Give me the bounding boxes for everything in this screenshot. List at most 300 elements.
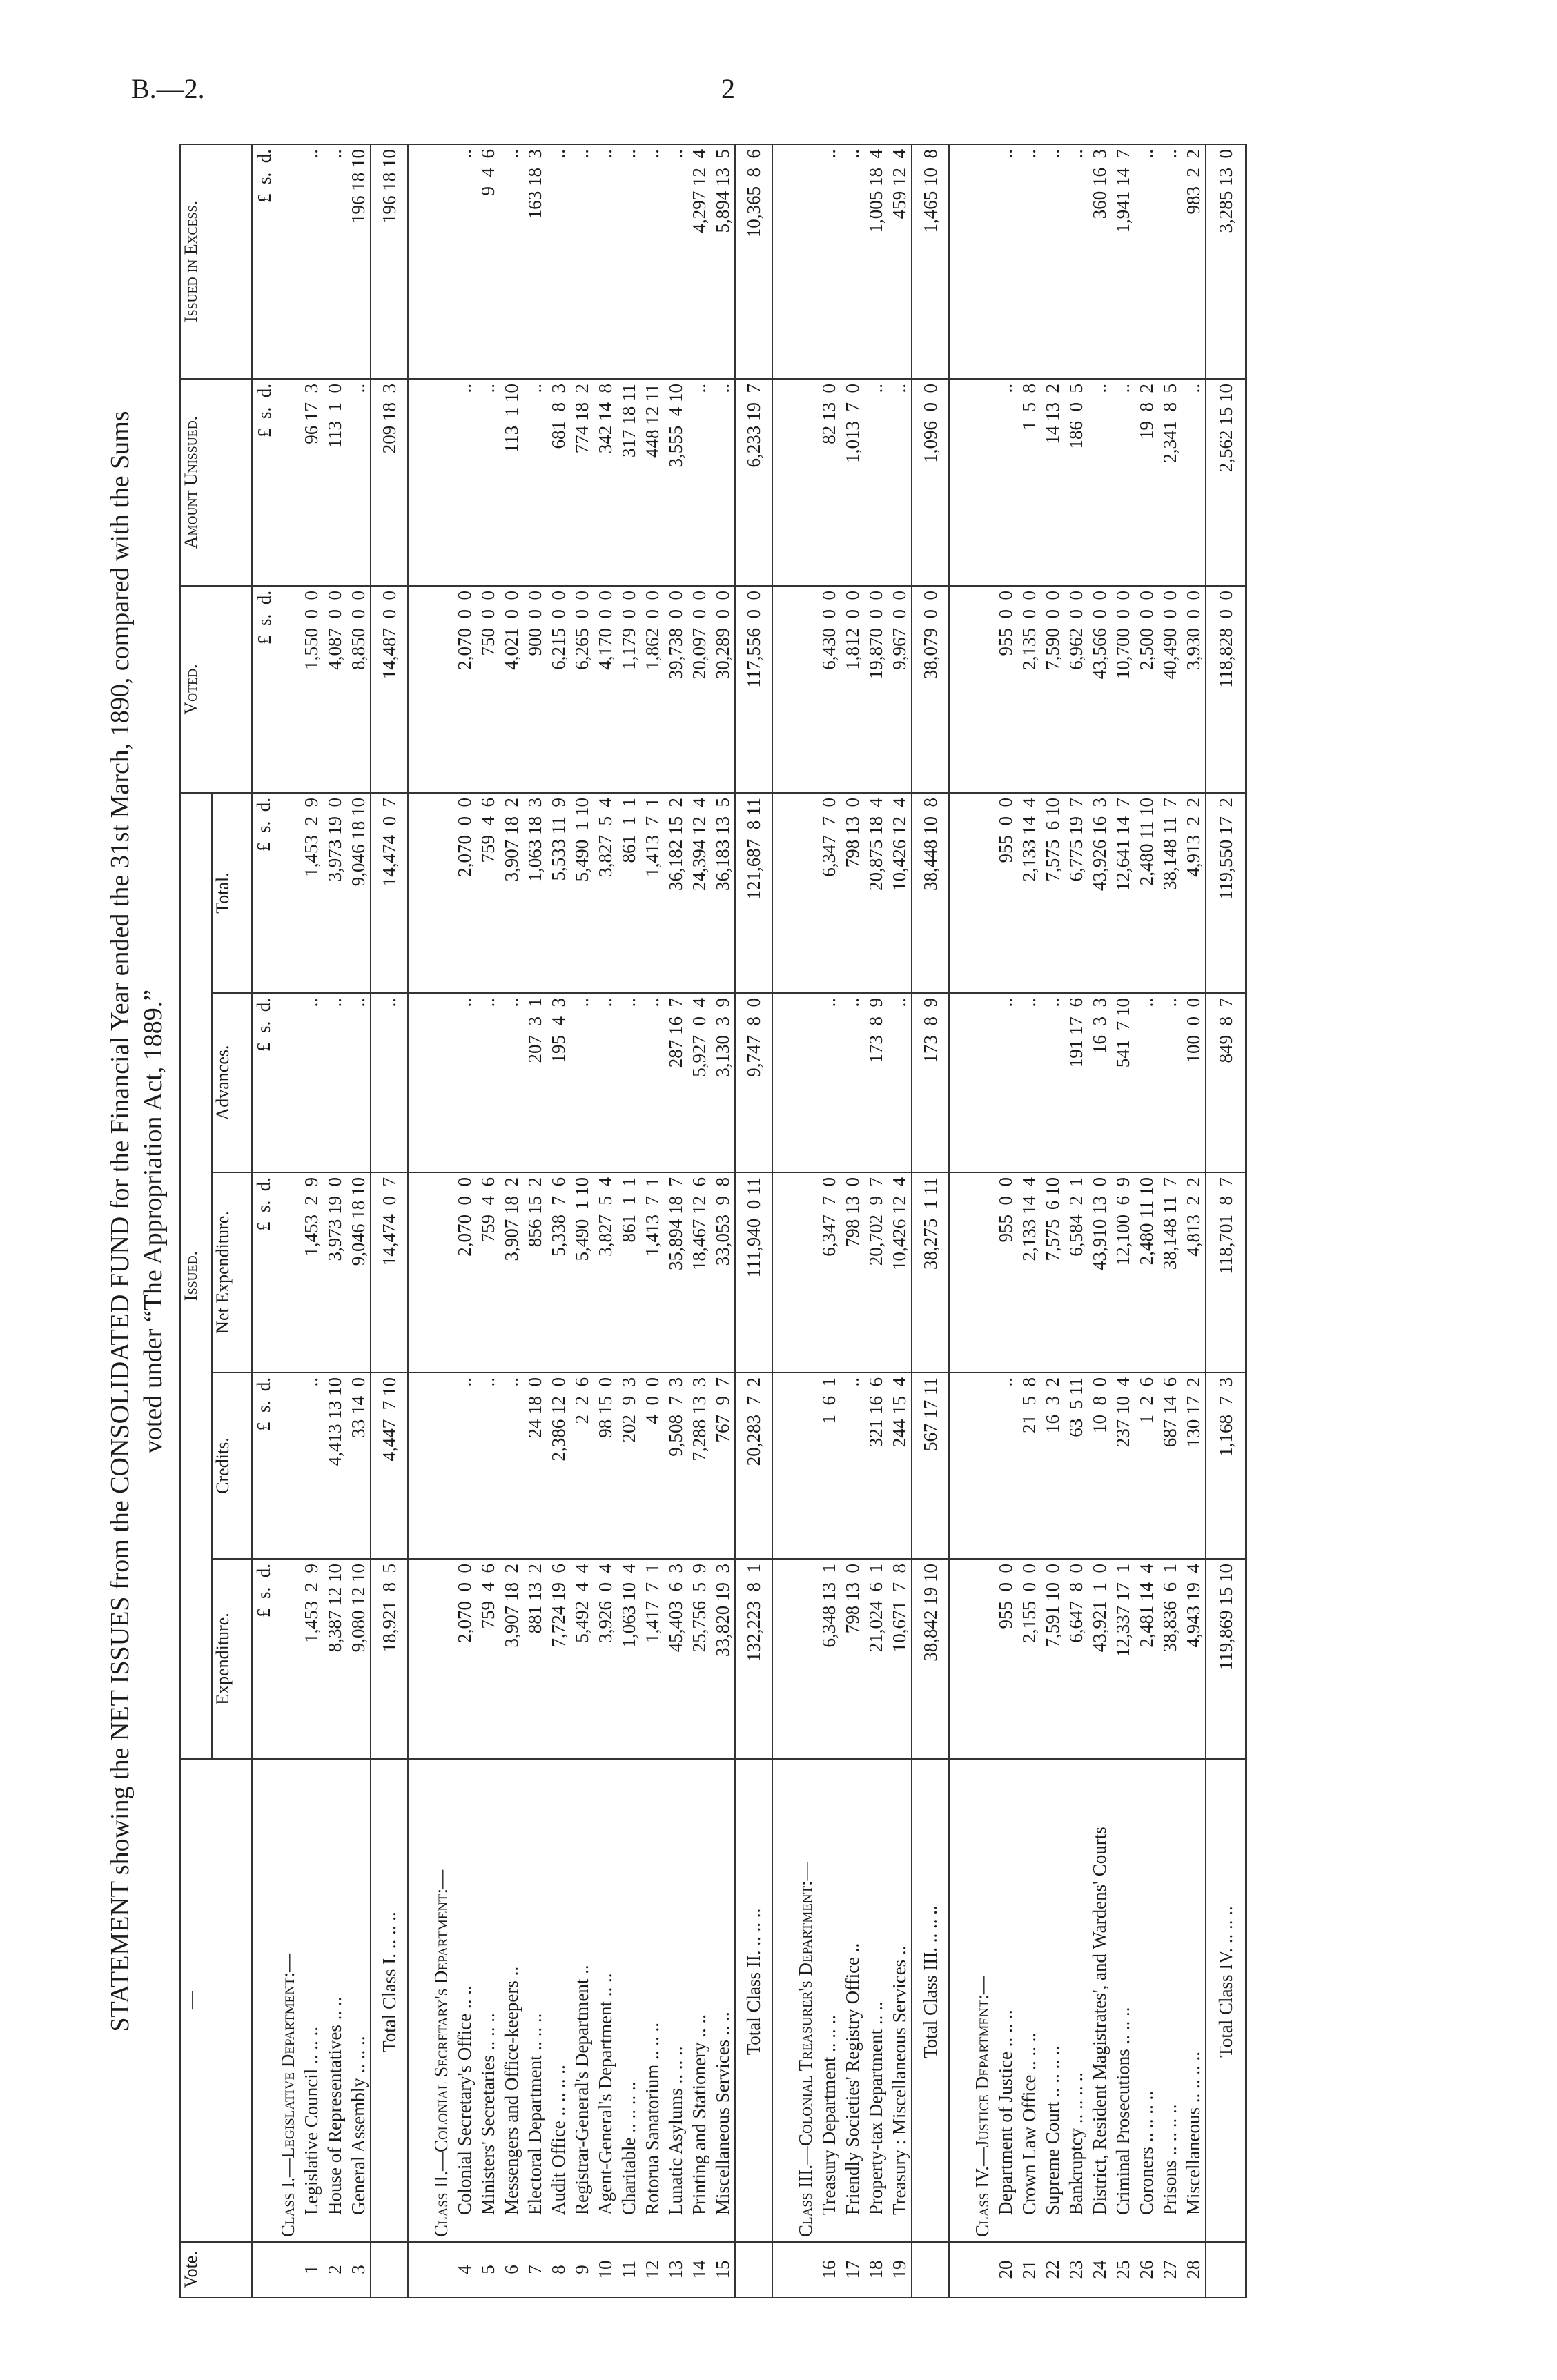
cell-voted [276,586,300,793]
item-label: Property-tax Department .. .. [864,1759,888,2242]
cell-unis: 774 18 2 [570,379,594,586]
item-label: Coroners .. .. .. .. [1135,1759,1158,2242]
vote-number: 7 [523,2242,547,2297]
item-label: Criminal Prosecutions .. .. .. [1111,1759,1135,2242]
cell-tot: 9,046 18 10 [346,793,371,993]
spacer-cell [772,586,794,793]
cell-exc: .. [300,144,323,379]
spacer-cell [408,793,429,993]
table-row [547,144,570,2297]
table-row [570,144,594,2297]
cell-exc: .. [1041,144,1064,379]
table-row [1064,144,1088,2297]
cell-tot: 14,474 0 7 [371,793,408,993]
cell-tot: 12,641 14 7 [1111,793,1135,993]
table-row [300,144,323,2297]
page-code: B.—2. [131,73,205,104]
cell-tot: 6,775 19 7 [1064,793,1088,993]
cell-exc: 1,005 18 4 [864,144,888,379]
cell-unis: .. [994,379,1017,586]
cell-adv: 173 8 9 [912,993,949,1172]
cell-voted: 4,087 0 0 [323,586,346,793]
item-label: Treasury Department .. .. .. [817,1759,841,2242]
col-advances: Advances. [212,993,252,1172]
cell-exc: 10,365 8 6 [735,144,772,379]
table-row [687,144,711,2297]
cell-tot: 43,926 16 3 [1088,793,1111,993]
cell-cred: 16 3 2 [1041,1373,1064,1559]
cell-net: 6,584 2 1 [1064,1172,1088,1373]
spacer-cell [408,993,429,1172]
cell-adv: 5,927 0 4 [687,993,711,1172]
table-body [252,144,1246,2297]
cell-unis: .. [1182,379,1206,586]
cell-cred: 7,288 13 3 [687,1373,711,1559]
cell-unis [276,379,300,586]
spacer-cell [408,144,429,379]
cell-net [794,1172,817,1373]
vote-number: 1 [300,2242,323,2297]
cell-exc: 9 4 6 [476,144,500,379]
table-row [453,144,476,2297]
cell-unis: 1,013 7 0 [841,379,864,586]
spacer-cell [772,1559,794,1759]
cell-exp [794,1559,817,1759]
cell-tot: 3,827 5 4 [594,793,617,993]
item-label: Total Class III. .. .. .. [912,1759,949,2242]
vote-number: 18 [864,2242,888,2297]
item-label: Class II.—Colonial Secretary's Department:— [429,1759,453,2242]
cell-voted [429,586,453,793]
cell-exc: .. [500,144,523,379]
vote-number: 22 [1041,2242,1064,2297]
cell-adv: 191 17 6 [1064,993,1088,1172]
cell-cred: 1,168 7 3 [1206,1373,1246,1559]
cell-voted: 4,021 0 0 [500,586,523,793]
class-heading-row [429,144,453,2297]
cell-exp: 21,024 6 1 [864,1559,888,1759]
cell-voted: 750 0 0 [476,586,500,793]
cell-exp [970,1559,994,1759]
spacer-cell [408,379,429,586]
spacer-cell [949,993,970,1172]
col-total: Total. [212,793,252,993]
cell-net: 2,070 0 0 [453,1172,476,1373]
cell-exp: 5,492 4 4 [570,1559,594,1759]
cell-unis [970,379,994,586]
cell-unis: .. [687,379,711,586]
cell-exc: 360 16 3 [1088,144,1111,379]
vote-number: 14 [687,2242,711,2297]
cell-voted: 2,070 0 0 [453,586,476,793]
table-row [476,144,500,2297]
item-label: Electoral Department .. .. .. [523,1759,547,2242]
cell-unis: 14 13 2 [1041,379,1064,586]
cell-net: 38,275 1 11 [912,1172,949,1373]
cell-cred: .. [476,1373,500,1559]
vote-number: 20 [994,2242,1017,2297]
cell-adv: .. [500,993,523,1172]
cell-exc: 163 18 3 [523,144,547,379]
cell-tot: 20,875 18 4 [864,793,888,993]
item-label: Total Class II. .. .. .. [735,1759,772,2242]
cell-exc: .. [841,144,864,379]
rotated-statement [104,145,1456,2298]
cell-tot: 121,687 8 11 [735,793,772,993]
cell-net: 38,148 11 7 [1158,1172,1182,1373]
cell-voted: 4,170 0 0 [594,586,617,793]
item-label: Total Class IV. .. .. .. [1206,1759,1246,2242]
item-label: Treasury : Miscellaneous Services .. [888,1759,912,2242]
class-heading-row [276,144,300,2297]
cell-unis: .. [864,379,888,586]
cell-net: 14,474 0 7 [371,1172,408,1373]
cell-adv [794,993,817,1172]
cell-tot: 3,973 19 0 [323,793,346,993]
table-row [994,144,1017,2297]
cell-cred: 4,413 13 10 [323,1373,346,1559]
class-heading-row [970,144,994,2297]
cell-cred: 9,508 7 3 [664,1373,687,1559]
cell-net: 5,490 1 10 [570,1172,594,1373]
cell-net: 798 13 0 [841,1172,864,1373]
units-item [252,1759,276,2242]
cell-unis: 209 18 3 [371,379,408,586]
cell-adv: .. [476,993,500,1172]
spacer-cell [772,793,794,993]
vote-number: 11 [617,2242,640,2297]
cell-exc: .. [594,144,617,379]
cell-net: 111,940 0 11 [735,1172,772,1373]
title-line-1: STATEMENT showing the NET ISSUES from the CONSOLIDATED FUND for the Financial Year ended the 31st March, 1890, compared with the Sums [106,411,135,2032]
item-label: Class IV.—Justice Department:— [970,1759,994,2242]
item-label: Charitable .. .. .. .. [617,1759,640,2242]
cell-adv: .. [1017,993,1041,1172]
item-label: Miscellaneous .. .. .. .. [1182,1759,1206,2242]
col-excess: Issued in Excess. [180,144,252,379]
cell-cred: 687 14 6 [1158,1373,1182,1559]
vote-number: 23 [1064,2242,1088,2297]
cell-voted: 6,265 0 0 [570,586,594,793]
cell-unis: .. [523,379,547,586]
vote-number: 15 [711,2242,735,2297]
cell-net: 3,973 19 0 [323,1172,346,1373]
cell-exc: 983 2 2 [1182,144,1206,379]
cell-tot: 38,148 11 7 [1158,793,1182,993]
cell-voted: 38,079 0 0 [912,586,949,793]
cell-voted: 1,179 0 0 [617,586,640,793]
cell-exc [794,144,817,379]
cell-exc: .. [994,144,1017,379]
cell-tot: 1,413 7 1 [640,793,664,993]
cell-net: 4,813 2 2 [1182,1172,1206,1373]
cell-tot: 759 4 6 [476,793,500,993]
cell-exp: 6,647 8 0 [1064,1559,1088,1759]
cell-exp [276,1559,300,1759]
item-label: Rotorua Sanatorium .. .. .. [640,1759,664,2242]
cell-unis: 3,555 4 10 [664,379,687,586]
cell-net: 35,894 18 7 [664,1172,687,1373]
cell-exc: .. [817,144,841,379]
cell-net: 3,827 5 4 [594,1172,617,1373]
table-header [180,144,252,2297]
cell-adv: .. [994,993,1017,1172]
table-row [1135,144,1158,2297]
spacer-row [408,144,429,2297]
item-label: Miscellaneous Services .. .. [711,1759,735,2242]
vote-number: 28 [1182,2242,1206,2297]
spacer-cell [772,1759,794,2242]
cell-net: 759 4 6 [476,1172,500,1373]
spacer-cell [408,1759,429,2242]
cell-tot: 5,490 1 10 [570,793,594,993]
vote-number: 26 [1135,2242,1158,2297]
cell-adv [276,993,300,1172]
cell-exp: 4,943 19 4 [1182,1559,1206,1759]
cell-adv: 849 8 7 [1206,993,1246,1172]
cell-exp: 18,921 8 5 [371,1559,408,1759]
cell-adv: .. [453,993,476,1172]
item-label: Crown Law Office .. .. .. [1017,1759,1041,2242]
item-label: Supreme Court .. .. .. .. [1041,1759,1064,2242]
vote-number: 25 [1111,2242,1135,2297]
cell-cred: 1 2 6 [1135,1373,1158,1559]
cell-exc: 3,285 13 0 [1206,144,1246,379]
statement-table-wrap [179,145,1449,2298]
item-label: Printing and Stationery .. .. [687,1759,711,2242]
cell-exc: .. [453,144,476,379]
cell-unis: 342 14 8 [594,379,617,586]
vote-number: 13 [664,2242,687,2297]
total-row [371,144,408,2297]
cell-adv: 173 8 9 [864,993,888,1172]
cell-exp: 7,724 19 6 [547,1559,570,1759]
cell-unis: .. [1111,379,1135,586]
cell-exp: 38,836 6 1 [1158,1559,1182,1759]
spacer-cell [949,586,970,793]
cell-adv [970,993,994,1172]
cell-net: 2,480 11 10 [1135,1172,1158,1373]
cell-exp: 881 13 2 [523,1559,547,1759]
cell-net: 12,100 6 9 [1111,1172,1135,1373]
cell-cred: 202 9 3 [617,1373,640,1559]
cell-exp: 2,155 0 0 [1017,1559,1041,1759]
total-row [912,144,949,2297]
cell-voted: 39,738 0 0 [664,586,687,793]
cell-cred: .. [453,1373,476,1559]
total-row [1206,144,1246,2297]
item-label: Friendly Societies' Registry Office .. [841,1759,864,2242]
vote-number: 6 [500,2242,523,2297]
cell-voted [794,586,817,793]
cell-exp: 10,671 7 8 [888,1559,912,1759]
item-label: Department of Justice .. .. .. [994,1759,1017,2242]
cell-net: 2,133 14 4 [1017,1172,1041,1373]
cell-unis: 448 12 11 [640,379,664,586]
cell-cred: 2 2 6 [570,1373,594,1559]
vote-number: 9 [570,2242,594,2297]
cell-exc: 1,941 14 7 [1111,144,1135,379]
cell-exc: .. [664,144,687,379]
table-row [1088,144,1111,2297]
cell-unis: 82 13 0 [817,379,841,586]
vote-number: 21 [1017,2242,1041,2297]
cell-voted: 14,487 0 0 [371,586,408,793]
cell-exp: 2,070 0 0 [453,1559,476,1759]
cell-voted: 20,097 0 0 [687,586,711,793]
cell-adv: .. [371,993,408,1172]
cell-tot: 4,913 2 2 [1182,793,1206,993]
cell-adv [429,993,453,1172]
cell-tot: 861 1 1 [617,793,640,993]
cell-voted: 955 0 0 [994,586,1017,793]
cell-voted: 2,500 0 0 [1135,586,1158,793]
cell-cred: .. [300,1373,323,1559]
cell-exp: 9,080 12 10 [346,1559,371,1759]
cell-cred: 10 8 0 [1088,1373,1111,1559]
cell-exp: 955 0 0 [994,1559,1017,1759]
spacer-cell [408,1172,429,1373]
cell-unis: 113 1 0 [323,379,346,586]
page-number: 2 [721,73,735,104]
cell-exp: 759 4 6 [476,1559,500,1759]
col-vote: Vote. [180,2242,252,2297]
cell-exp: 1,063 10 4 [617,1559,640,1759]
cell-exp: 6,348 13 1 [817,1559,841,1759]
cell-tot: 38,448 10 8 [912,793,949,993]
cell-exc: .. [547,144,570,379]
cell-unis: 96 17 3 [300,379,323,586]
cell-cred [794,1373,817,1559]
cell-exc: .. [1064,144,1088,379]
cell-tot: 5,533 11 9 [547,793,570,993]
cell-cred: 244 15 4 [888,1373,912,1559]
vote-number: 3 [346,2242,371,2297]
cell-exp: 3,926 0 4 [594,1559,617,1759]
spacer-cell [772,1172,794,1373]
cell-exp [429,1559,453,1759]
cell-cred: 4,447 7 10 [371,1373,408,1559]
spacer-cell [949,379,970,586]
cell-adv: .. [817,993,841,1172]
table-row [323,144,346,2297]
cell-adv: .. [570,993,594,1172]
cell-cred: 33 14 0 [346,1373,371,1559]
cell-voted: 7,590 0 0 [1041,586,1064,793]
cell-exc: .. [570,144,594,379]
cell-adv: .. [888,993,912,1172]
spacer-cell [949,793,970,993]
vote-number: 4 [453,2242,476,2297]
cell-unis: 317 18 11 [617,379,640,586]
cell-voted: 6,430 0 0 [817,586,841,793]
cell-exp: 33,820 19 3 [711,1559,735,1759]
cell-unis: 681 8 3 [547,379,570,586]
cell-tot [276,793,300,993]
cell-cred: 130 17 2 [1182,1373,1206,1559]
units-net: £ s. d. [252,1172,276,1373]
cell-net: 856 15 2 [523,1172,547,1373]
vote-number [970,2242,994,2297]
units-exc: £ s. d. [252,144,276,379]
cell-exc: .. [640,144,664,379]
col-net-expenditure: Net Expenditure. [212,1172,252,1373]
vote-number [429,2242,453,2297]
cell-adv: .. [640,993,664,1172]
cell-tot: 798 13 0 [841,793,864,993]
table-row [817,144,841,2297]
item-label: House of Representatives .. .. [323,1759,346,2242]
spacer-cell [408,1559,429,1759]
cell-voted: 19,870 0 0 [864,586,888,793]
cell-exp: 43,921 1 0 [1088,1559,1111,1759]
cell-exp: 1,453 2 9 [300,1559,323,1759]
cell-exc [429,144,453,379]
cell-unis [794,379,817,586]
cell-adv: .. [1135,993,1158,1172]
units-exp: £ s. d. [252,1559,276,1759]
cell-adv: .. [300,993,323,1172]
cell-adv: 16 3 3 [1088,993,1111,1172]
cell-tot: 2,480 11 10 [1135,793,1158,993]
cell-cred: 2,386 12 0 [547,1373,570,1559]
cell-voted: 900 0 0 [523,586,547,793]
spacer-cell [949,1759,970,2242]
spacer-row [949,144,970,2297]
col-issued: Issued. [180,793,212,1759]
vote-number [371,2242,408,2297]
cell-voted: 43,566 0 0 [1088,586,1111,793]
cell-exp: 119,869 15 10 [1206,1559,1246,1759]
cell-unis: 1 5 8 [1017,379,1041,586]
cell-adv: .. [617,993,640,1172]
cell-voted: 1,550 0 0 [300,586,323,793]
cell-net: 6,347 7 0 [817,1172,841,1373]
cell-tot: 1,453 2 9 [300,793,323,993]
cell-exc: 459 12 4 [888,144,912,379]
cell-cred: 767 9 7 [711,1373,735,1559]
table-row [523,144,547,2297]
vote-number [912,2242,949,2297]
spacer-cell [408,1373,429,1559]
cell-exp: 8,387 12 10 [323,1559,346,1759]
cell-cred: 4 0 0 [640,1373,664,1559]
class-heading-row [794,144,817,2297]
units-row [252,144,276,2297]
item-label: Audit Office .. .. .. .. [547,1759,570,2242]
cell-voted: 2,135 0 0 [1017,586,1041,793]
units-adv: £ s. d. [252,993,276,1172]
table-row [1182,144,1206,2297]
vote-number: 19 [888,2242,912,2297]
cell-unis: .. [711,379,735,586]
cell-net: 10,426 12 4 [888,1172,912,1373]
total-row [735,144,772,2297]
cell-tot: 1,063 18 3 [523,793,547,993]
cell-tot: 7,575 6 10 [1041,793,1064,993]
cell-voted: 40,490 0 0 [1158,586,1182,793]
cell-exc [970,144,994,379]
table-row [864,144,888,2297]
cell-unis: 2,562 15 10 [1206,379,1246,586]
cell-unis: 6,233 19 7 [735,379,772,586]
vote-number: 8 [547,2242,570,2297]
vote-number: 27 [1158,2242,1182,2297]
cell-adv: 9,747 8 0 [735,993,772,1172]
cell-exp: 1,417 7 1 [640,1559,664,1759]
table-row [346,144,371,2297]
cell-adv: .. [323,993,346,1172]
